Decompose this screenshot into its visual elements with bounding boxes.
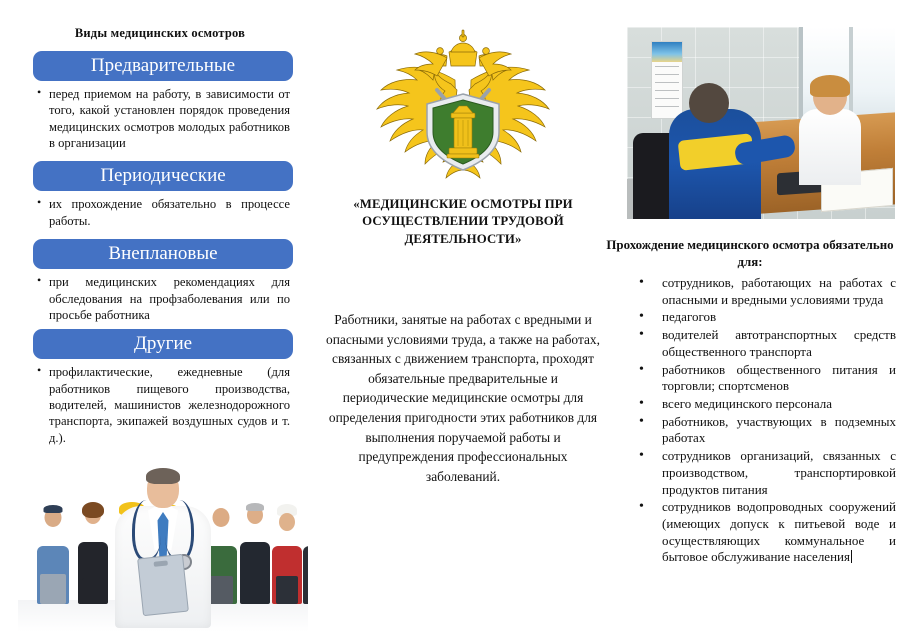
- doctor-and-workers-photo: [18, 462, 308, 632]
- crowd-person: [76, 504, 110, 604]
- list-item-text: сотрудников водопроводных сооружений (имеющих допуск к питьевой воде и осуществляющих коммунальное и бытовое обслуживание населения: [662, 499, 896, 565]
- list-item: • сотрудников организаций, связанных с производством, транспортировкой продуктов питания: [614, 448, 896, 498]
- center-title: «МЕДИЦИНСКИЕ ОСМОТРЫ ПРИ ОСУЩЕСТВЛЕНИИ ТРУДОВОЙ ДЕЯТЕЛЬНОСТИ»: [353, 197, 573, 246]
- crowd-person: [238, 504, 272, 604]
- text-cursor: [851, 550, 852, 563]
- spacer: [20, 151, 300, 161]
- person-hair: [246, 503, 264, 511]
- section-body-periodic: [20, 196, 300, 229]
- right-column: [600, 237, 900, 567]
- crowd-person: [302, 506, 308, 604]
- clipboard-icon: [137, 554, 189, 616]
- bullet-list-unscheduled: [36, 274, 290, 323]
- list-item-last: [614, 499, 896, 566]
- list-item: • профилактические, ежедневные (для работников пищевого производства, водителей, машинистов железнодорожного транспорта, экипажей воздушных судов и т. д.).: [36, 364, 290, 446]
- person-head: [279, 513, 295, 531]
- photo-doctor-body: [799, 109, 861, 185]
- emblem-container: [320, 26, 606, 188]
- list-item: • перед приемом на работу, в зависимости от того, какой установлен порядок проведения медицинских осмотров молодых работников в организации: [36, 86, 290, 151]
- person-legs: [244, 578, 266, 604]
- list-item: • работников общественного питания и торговли; спортсменов: [614, 362, 896, 395]
- prosecutor-general-emblem: [363, 28, 563, 186]
- person-legs: [82, 578, 104, 604]
- list-item: • педагогов: [614, 309, 896, 326]
- mandatory-categories-list: [600, 275, 900, 566]
- right-column-title: Прохождение медицинского осмотра обязательно для:: [606, 238, 894, 270]
- wall-calendar: [651, 41, 683, 119]
- center-column: [320, 26, 606, 486]
- bullet-list-periodic: [36, 196, 290, 229]
- doctor-figure: [108, 468, 218, 628]
- crowd-person: [36, 506, 70, 604]
- list-item: • работников, участвующих в подземных работах: [614, 414, 896, 447]
- person-legs: [307, 576, 308, 604]
- section-header-other: Другие: [33, 329, 293, 359]
- list-item: • их прохождение обязательно в процессе работы.: [36, 196, 290, 229]
- section-body-unscheduled: [20, 274, 300, 323]
- list-item: • всего медицинского персонала: [614, 396, 896, 413]
- person-legs: [276, 576, 298, 604]
- section-header-preliminary: Предварительные: [33, 51, 293, 81]
- person-hair: [82, 502, 104, 518]
- photo-worker-head: [689, 83, 729, 123]
- crowd-person: [270, 506, 304, 604]
- stethoscope-icon: [132, 500, 161, 561]
- medical-examination-photo: [627, 27, 895, 219]
- list-item: • сотрудников, работающих на работах с опасными и вредными условиями труда: [614, 275, 896, 308]
- bullet-list-preliminary: [36, 86, 290, 151]
- left-column: [20, 26, 300, 446]
- stethoscope-icon: [165, 500, 194, 561]
- person-cap: [44, 505, 63, 513]
- section-body-preliminary: [20, 86, 300, 151]
- section-header-unscheduled: Внеплановые: [33, 239, 293, 269]
- center-paragraph: Работники, занятые на работах с вредными и опасными условиями труда, а также на работах, связанных с движением транспорта, проходят обязательные предварительные и периодические медицинские осмотры для определения пригодности этих работников для выполнения поручаемой работы и предупреждения профессиональных заболеваний.: [326, 312, 600, 484]
- photo-doctor-hair: [810, 75, 850, 97]
- spacer: [20, 229, 300, 239]
- person-legs: [40, 574, 66, 604]
- section-header-periodic: Периодические: [33, 161, 293, 191]
- list-item: • при медицинских рекомендациях для обследования на профзаболевания или по просьбе работника: [36, 274, 290, 323]
- list-item: • водителей автотранспортных средств общественного транспорта: [614, 327, 896, 360]
- bullet-list-other: [36, 364, 290, 446]
- doctor-hair: [146, 468, 180, 484]
- section-body-other: [20, 364, 300, 446]
- left-column-title: Виды медицинских осмотров: [74, 26, 246, 40]
